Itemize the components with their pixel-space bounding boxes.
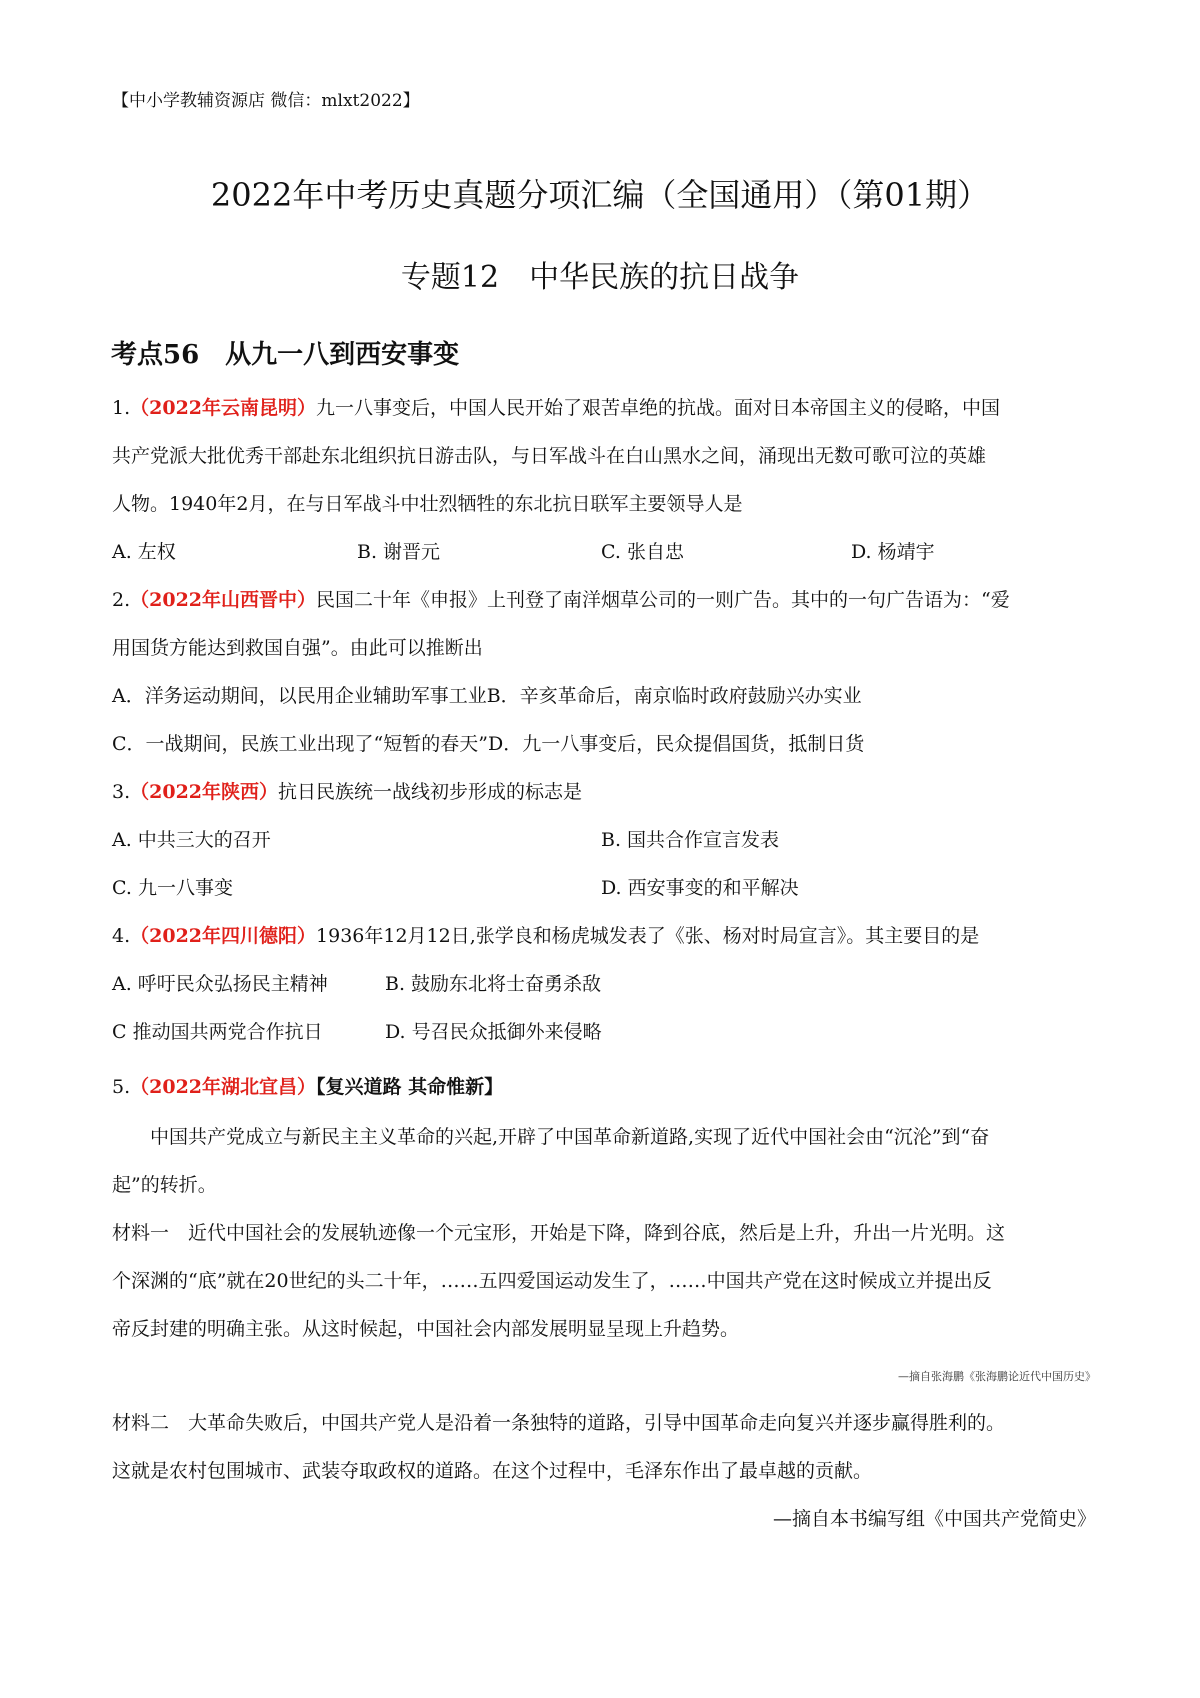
option-d: D. 西安事变的和平解决 [601,877,799,899]
question-number: 3. [112,781,131,803]
question-text-line: 人物。1940年2月，在与日军战斗中壮烈牺牲的东北抗日联军主要领导人是 [112,493,743,515]
question-number: 1. [112,397,131,419]
options-cd: C．一战期间，民族工业出现了“短暂的春天”D．九一八事变后，民众提倡国货，抵制日货 [112,733,865,755]
question-text: 抗日民族统一战线初步形成的标志是 [278,781,583,803]
source-tag: （2022年湖北宜昌） [130,1076,317,1098]
topic-subtitle: 专题12 中华民族的抗日战争 [400,260,800,295]
material-2-source: —摘自本书编写组《中国共产党简史》 [772,1508,1096,1530]
document-title: 2022年中考历史真题分项汇编（全国通用）（第01期） [210,176,990,214]
material-1-text-line: 帝反封建的明确主张。从这时候起，中国社会内部发展明显呈现上升趋势。 [112,1318,740,1340]
question-text: 民国二十年《申报》上刊登了南洋烟草公司的一则广告。其中的一句广告语为：“爱 [316,589,1010,611]
question-5 [112,1072,503,1099]
question-number: 5. [112,1076,131,1098]
question-theme: 【复兴道路 其命惟新】 [316,1076,504,1098]
question-number: 4. [112,925,131,947]
material-1-source: —摘自张海鹏《张海鹏论近代中国历史》 [898,1370,1096,1383]
question-text: 九一八事变后，中国人民开始了艰苦卓绝的抗战。面对日本帝国主义的侵略，中国 [316,397,1001,419]
option-d: D. 号召民众抵御外来侵略 [385,1021,602,1043]
option-a: A. 中共三大的召开 [112,829,271,851]
question-1 [112,393,1000,420]
question-4 [112,921,979,948]
option-b: B. 谢晋元 [357,541,441,563]
option-c: C. 九一八事变 [112,877,233,899]
section-heading: 考点56 从九一八到西安事变 [111,340,460,370]
material-1-text: 材料一 近代中国社会的发展轨迹像一个元宝形，开始是下降，降到谷底，然后是上升，升出一片光明。这 [112,1222,1006,1244]
question-2 [112,585,1010,612]
source-tag: （2022年四川德阳） [130,925,317,947]
option-b: B. 鼓励东北将士奋勇杀敌 [385,973,602,995]
header-banner: 【中小学教辅资源店 微信：mlxt2022】 [112,91,420,111]
options-ab: A．洋务运动期间，以民用企业辅助军事工业B．辛亥革命后，南京临时政府鼓励兴办实业 [112,685,862,707]
question-text: 1936年12月12日,张学良和杨虎城发表了《张、杨对时局宣言》。其主要目的是 [316,925,980,947]
material-2-text: 材料二 大革命失败后，中国共产党人是沿着一条独特的道路，引导中国革命走向复兴并逐步赢得胜利的。 [112,1412,1006,1434]
question-number: 2. [112,589,131,611]
option-c: C. 张自忠 [601,541,684,563]
option-a: A. 呼吁民众弘扬民主精神 [112,973,328,995]
material-1-text-line: 个深渊的“底”就在20世纪的头二十年，……五四爱国运动发生了，……中国共产党在这时候成立并提出反 [112,1270,992,1292]
material-2-text-line: 这就是农村包围城市、武装夺取政权的道路。在这个过程中，毛泽东作出了最卓越的贡献。 [112,1460,873,1482]
option-c: C 推动国共两党合作抗日 [112,1021,323,1043]
question-text-line: 共产党派大批优秀干部赴东北组织抗日游击队，与日军战斗在白山黑水之间，涌现出无数可歌可泣的英雄 [112,445,987,467]
option-d: D. 杨靖宇 [851,541,935,563]
intro-text: 中国共产党成立与新民主主义革命的兴起,开辟了中国革命新道路,实现了近代中国社会由“沉沦”到“奋 [150,1126,990,1148]
source-tag: （2022年陕西） [130,781,279,803]
question-text-line: 用国货方能达到救国自强”。由此可以推断出 [112,637,483,659]
source-tag: （2022年云南昆明） [130,397,317,419]
source-tag: （2022年山西晋中） [130,589,317,611]
option-a: A. 左权 [112,541,176,563]
option-b: B. 国共合作宣言发表 [601,829,780,851]
intro-text-line: 起”的转折。 [112,1174,217,1196]
question-3 [112,777,582,804]
